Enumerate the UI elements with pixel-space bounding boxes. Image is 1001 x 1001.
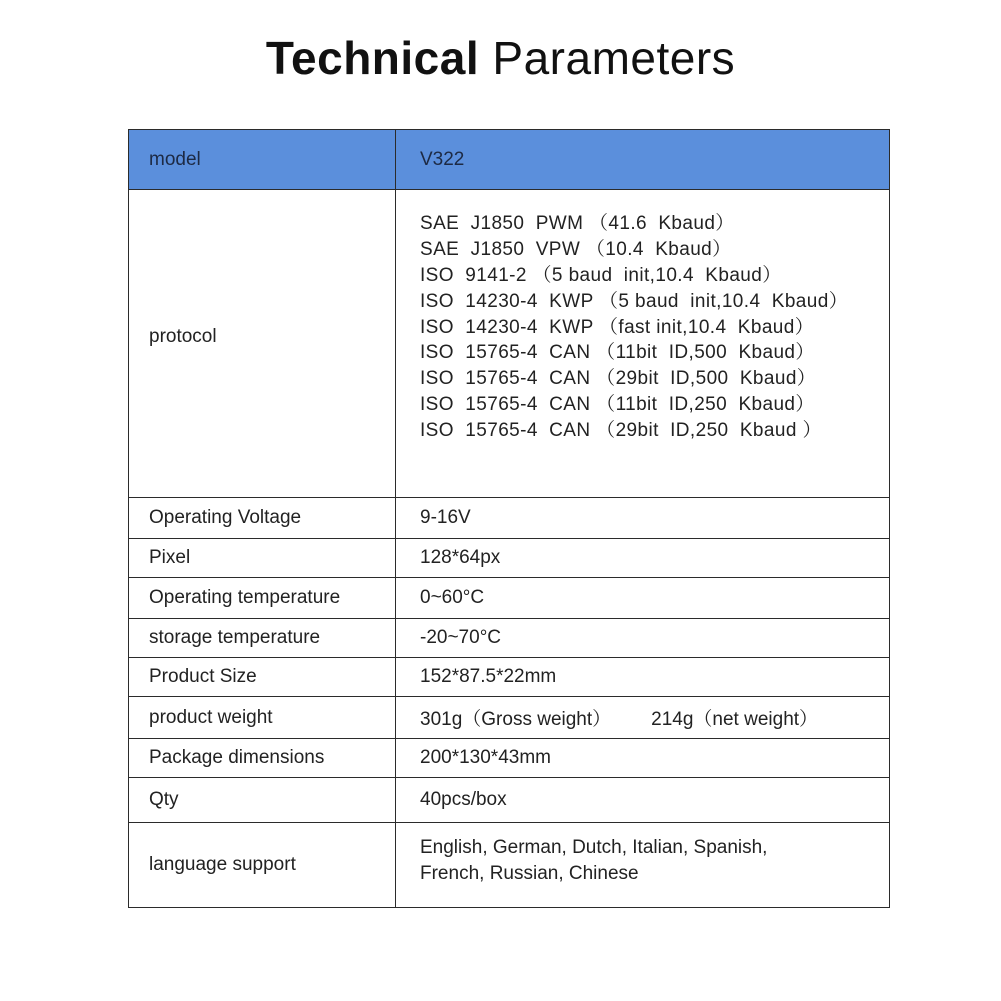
page-title: [0, 26, 1001, 90]
row-value-language-support: [396, 823, 890, 908]
protocol-item: ISO 9141-2 （5 baud init,10.4 Kbaud）: [420, 265, 782, 286]
protocol-list: [420, 211, 889, 475]
protocol-item: ISO 15765-4 CAN （11bit ID,500 Kbaud）: [420, 342, 815, 364]
row-label-product-weight: product weight: [129, 697, 396, 739]
protocol-item: ISO 15765-4 CAN （29bit ID,250 Kbaud ）: [420, 419, 822, 441]
protocol-item: ISO 14230-4 KWP （fast init,10.4 Kbaud）: [420, 316, 815, 338]
row-value-operating-voltage: 9-16V: [396, 498, 890, 539]
table-row-product-size: [129, 658, 890, 697]
table-row-product-weight: [129, 697, 890, 739]
table-row-qty: [129, 778, 890, 823]
row-label-qty: Qty: [129, 778, 396, 823]
protocol-item: ISO 15765-4 CAN （11bit ID,250 Kbaud）: [420, 393, 815, 415]
row-value-pixel: 128*64px: [396, 539, 890, 578]
table-row-protocol: [129, 190, 890, 498]
table-row-package-dimensions: [129, 739, 890, 778]
table-row-storage-temperature: [129, 619, 890, 658]
row-value-qty: 40pcs/box: [396, 778, 890, 823]
row-value-model: V322: [396, 130, 890, 190]
page-title-bold: Technical: [265, 32, 480, 84]
row-label-product-size: Product Size: [129, 658, 396, 697]
row-label-pixel: Pixel: [129, 539, 396, 578]
row-label-model: model: [129, 130, 396, 190]
gross-weight-value: 301g（Gross weight）: [420, 709, 612, 730]
row-value-product-weight: [396, 697, 890, 739]
row-label-package-dimensions: Package dimensions: [129, 739, 396, 778]
protocol-item: ISO 15765-4 CAN （29bit ID,500 Kbaud）: [420, 368, 817, 390]
row-label-operating-voltage: Operating Voltage: [129, 498, 396, 539]
protocol-item: SAE J1850 VPW （10.4 Kbaud）: [420, 239, 732, 261]
language-support-text: English, German, Dutch, Italian, Spanish, French, Russian, Chinese: [420, 837, 768, 884]
row-value-protocol: [396, 190, 890, 498]
row-value-storage-temperature: -20~70°C: [396, 619, 890, 658]
row-value-package-dimensions: 200*130*43mm: [396, 739, 890, 778]
row-value-product-size: 152*87.5*22mm: [396, 658, 890, 697]
row-label-language-support: language support: [129, 823, 396, 908]
net-weight-value: 214g（net weight）: [651, 709, 819, 730]
table-row-language-support: [129, 823, 890, 908]
protocol-item: ISO 14230-4 KWP （5 baud init,10.4 Kbaud）: [420, 290, 849, 312]
row-label-protocol: protocol: [129, 190, 396, 498]
row-label-storage-temperature: storage temperature: [129, 619, 396, 658]
row-label-operating-temperature: Operating temperature: [129, 578, 396, 619]
table-row-operating-voltage: [129, 498, 890, 539]
table-row-pixel: [129, 539, 890, 578]
page-title-light: Parameters: [492, 32, 736, 84]
row-value-operating-temperature: 0~60°C: [396, 578, 890, 619]
protocol-item: SAE J1850 PWM （41.6 Kbaud）: [420, 213, 735, 235]
parameters-table: [128, 129, 890, 908]
table-row-operating-temperature: [129, 578, 890, 619]
table-row-model: [129, 130, 890, 190]
